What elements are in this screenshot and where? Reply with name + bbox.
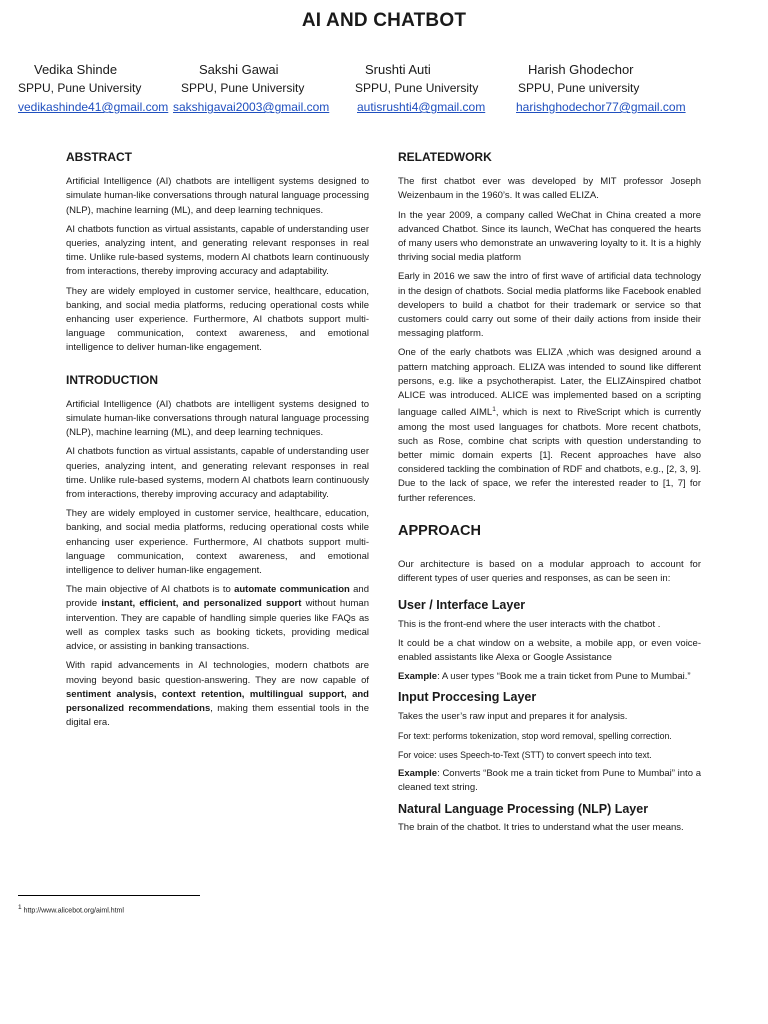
nlp-layer-heading: Natural Language Processing (NLP) Layer <box>398 801 649 816</box>
author-block <box>18 60 168 117</box>
author-email[interactable]: autisrushti4@gmail.com <box>357 100 486 114</box>
related-paragraph: Early in 2016 we saw the intro of first wave of artificial data technology in the design of chatbots. Social media platforms like Facebook enabled developers to build a chatbot for their trademark or service so that customers could carry out some of their daily actions from inside their messaging platform. <box>398 271 701 340</box>
footnote-marker: 1 <box>492 406 496 414</box>
ui-layer-heading: User / Interface Layer <box>398 598 526 613</box>
paper-title: AI AND CHATBOT <box>301 10 467 31</box>
ui-layer-paragraph: It could be a chat window on a website, a mobile app, or even voice-enabled assistants like Alexa or Google Assistance <box>398 637 701 664</box>
abstract-heading: ABSTRACT <box>66 150 132 164</box>
approach-intro: Our architecture is based on a modular approach to account for different types of user queries and responses, as can be seen in: <box>398 559 701 585</box>
left-column <box>66 150 369 735</box>
ui-layer-example: Example: A user types “Book me a train ticket from Pune to Mumbai.” <box>398 671 691 683</box>
footnote: $^1$ http://www.alicebot.org/aiml.html <box>18 904 124 915</box>
intro-paragraph: They are widely employed in customer service, healthcare, education, banking, and social media platforms, reducing operational costs while enhancing user experience. Furthermore, AI chatbots support multi-language communication, context awareness, and emotional intelligence to deliver human-like engagement. <box>66 508 369 577</box>
intro-paragraph: Artificial Intelligence (AI) chatbots are intelligent systems designed to simulate human-like conversations through natural language processing (NLP), machine learning (ML), and deep learning techniques. <box>66 398 369 439</box>
right-column <box>398 150 701 840</box>
author-block <box>173 60 329 117</box>
author-name: Srushti Auti <box>365 62 431 77</box>
author-affiliation: SPPU, Pune university <box>518 81 640 95</box>
nlp-layer-paragraph: The brain of the chatbot. It tries to understand what the user means. <box>398 821 684 833</box>
author-block <box>516 60 686 117</box>
input-layer-example: Example: Converts “Book me a train ticket from Pune to Mumbai” into a cleaned text string. <box>398 768 701 794</box>
input-layer-paragraph: Takes the user’s raw input and prepares it for analysis. <box>398 710 628 722</box>
input-layer-paragraph: For voice: uses Speech-to-Text (STT) to convert speech into text. <box>398 750 652 761</box>
input-layer-heading: Input Proccesing Layer <box>398 690 537 705</box>
author-email[interactable]: vedikashinde41@gmail.com <box>18 100 169 114</box>
related-paragraph: In the year 2009, a company called WeChat in China created a more advanced Chatbot. Since its launch, WeChat has conquered the hearts of many users who demonstrate an unwavering loyalty to it. It is a highly thriving social media platform <box>398 209 701 264</box>
author-affiliation: SPPU, Pune University <box>355 81 479 95</box>
intro-paragraph: AI chatbots function as virtual assistants, capable of understanding user queries, analyzing intent, and generating relevant responses in real time. Unlike rule-based systems, modern AI chatbots learn continuously from interactions, thereby improving accuracy and adaptability. <box>66 446 369 501</box>
related-paragraph: The first chatbot ever was developed by MIT professor Joseph Weizenbaum in the 1960’s. It was called ELIZA. <box>398 176 701 202</box>
author-block <box>355 60 485 117</box>
intro-paragraph: The main objective of AI chatbots is to automate communication and provide instant, efficient, and personalized support without human intervention. They are capable of handling simple queries like FAQs as well as complex tasks such as booking tickets, providing medical advice, or assisting in banking transactions. <box>66 584 369 653</box>
author-name: Sakshi Gawai <box>199 62 279 77</box>
approach-heading: APPROACH <box>398 522 481 539</box>
input-layer-paragraph: For text: performs tokenization, stop word removal, spelling correction. <box>398 730 672 741</box>
introduction-heading: INTRODUCTION <box>66 372 158 387</box>
abstract-paragraph: They are widely employed in customer service, healthcare, education, banking, and social media platforms, reducing operational costs while enhancing user experience. Furthermore, AI chatbots support multi-language communication, context awareness, and emotional intelligence to deliver human-like engagement. <box>66 285 369 354</box>
intro-paragraph: With rapid advancements in AI technologies, modern chatbots are moving beyond basic question-answering. They are now capable of sentiment analysis, context retention, multilingual support, and personalized recommendations, making them essential tools in the digital era. <box>66 660 369 729</box>
related-work-heading: RELATEDWORK <box>398 150 492 164</box>
abstract-paragraph: AI chatbots function as virtual assistants, capable of understanding user queries, analyzing intent, and generating relevant responses in real time. Unlike rule-based systems, modern AI chatbots learn continuously from interactions, thereby improving accuracy and adaptability. <box>66 223 369 278</box>
footnote-divider <box>18 895 200 896</box>
abstract-paragraph: Artificial Intelligence (AI) chatbots are intelligent systems designed to simulate human-like conversations through natural language processing (NLP), machine learning (ML), and deep learning techniques. <box>66 176 369 216</box>
author-name: Vedika Shinde <box>34 62 118 77</box>
author-email[interactable]: harishghodechor77@gmail.com <box>516 100 686 114</box>
ui-layer-paragraph: This is the front-end where the user interacts with the chatbot . <box>398 618 661 630</box>
author-affiliation: SPPU, Pune University <box>181 81 305 95</box>
author-name: Harish Ghodechor <box>528 62 634 77</box>
author-email[interactable]: sakshigavai2003@gmail.com <box>173 100 330 114</box>
related-paragraph: One of the early chatbots was ELIZA ,which was designed around a pattern matching approach. ELIZA was intended to sound like different persons, e.g. like a psychotherapist. Later, the ELIZAinspired chatbot ALICE was introduced. ALICE was implemented based on a scripting language called AIML$^1$, which is next to RiveScript which is currently among the most used languages for chatbots. More recent chatbots, such as Rose, combine chat scripts with question understanding to better mimic domain experts [1]. Recent approaches have also considered tackling the combination of RDF and chatbots, e.g., [2, 3, 9]. Due to the lack of space, we refer the interested reader to [1, 7] for further references. <box>398 347 701 504</box>
author-affiliation: SPPU, Pune University <box>18 81 142 95</box>
